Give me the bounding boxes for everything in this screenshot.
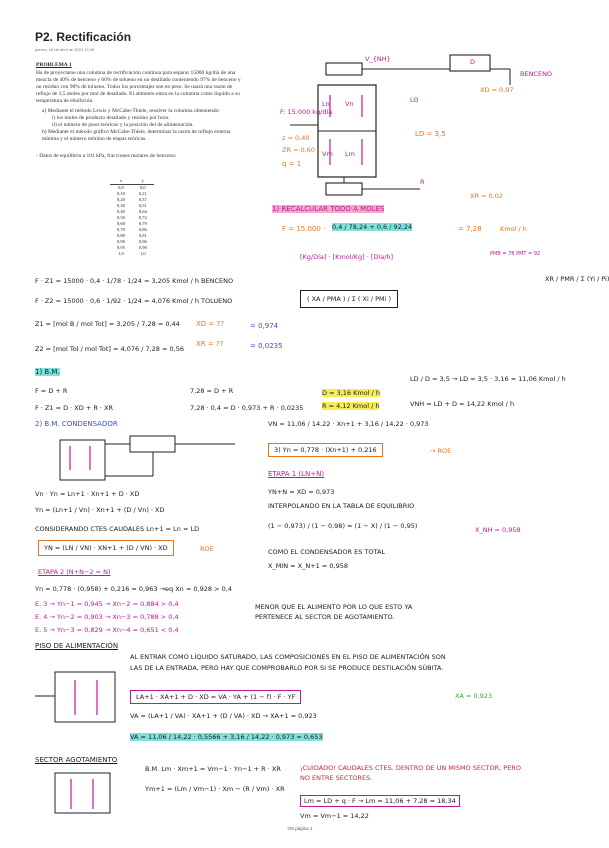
ld-eq: LD / D = 3,5 → LD = 3,5 · 3,16 = 11,06 Kmol / h <box>410 375 566 383</box>
col-q: q = 1 <box>282 160 302 168</box>
cell-y: 0,86 <box>138 227 147 232</box>
etapa1-title: ETAPA 1 (LN+N) <box>268 470 325 478</box>
cell-x: 0,60 <box>117 221 125 226</box>
col-lm: Lm <box>345 150 355 158</box>
interp-eq: (1 − 0,973) / (1 − 0,98) = (1 − X) / (1 − 0,95) <box>268 522 418 530</box>
roe-label: ROE <box>200 545 214 553</box>
etapa1-b: INTERPOLANDO EN LA TABLA DE EQUILIBRIO <box>268 502 415 510</box>
etapa2-eq: Yn = 0,778 · (0,958) + 0,216 = 0,963 →eq Xn = 0,928 > 0,4 <box>35 585 232 593</box>
z2-calc: Z2 = [mol Tol / mol Tot] = 4,076 / 7,28 = 0,56 <box>35 345 184 353</box>
cell-y: 0,21 <box>138 191 147 196</box>
s1-title: 1) RECALCULAR TODO A MOLES <box>272 205 385 213</box>
col-vm: Vm <box>322 150 333 158</box>
col-ld: LD = 3,5 <box>415 130 446 138</box>
bm-title: 1) B.M. <box>35 368 60 376</box>
stage-4: E. 4 → Yn−2 = 0,903 → Xn−3 = 0,788 > 0,4 <box>35 613 179 621</box>
s1-unit: Kmol / h <box>500 225 527 233</box>
problem-heading: PROBLEMA 1 <box>36 62 72 68</box>
piso-text: AL ENTRAR COMO LÍQUIDO SATURADO, LAS COMPOSICIONES EN EL PISO DE ALIMENTACIÓN SON LAS DE LA ENTRADA, PERO HAY QUE COMPROBARLO POR SI SE PRODUCE DESTILACIÓN SÚBITA. <box>130 653 446 672</box>
cond-eq1: Vn · Yn = Ln+1 · Xn+1 + D · XD <box>35 490 140 498</box>
item-b: b) Mediante el método gráfico McCabe-Thiele, determinar la razón de reflujo externa mínima y el número mínimo de etapas teóricas. <box>42 129 231 142</box>
cell-y: 0,37 <box>138 197 147 202</box>
col-lo: LO <box>410 96 419 104</box>
fz-benzene: F · Z1 = 15000 · 0,4 · 1/78 · 1/24 = 3,205 Kmol / h BENCENO <box>35 277 234 285</box>
fraction-box: ( XA / PMA ) / Σ ( Xi / PMi ) <box>300 290 398 308</box>
bm-eq4: 7,28 · 0,4 = D · 0,973 + R · 0,0235 <box>190 404 304 412</box>
bm-r: R = 4,12 Kmol / h <box>322 402 380 410</box>
page-footer: OS página 1 <box>287 826 313 831</box>
col-vtop: V_{NH} <box>365 55 391 63</box>
equilibrium-table <box>110 178 154 257</box>
etapa2-title: ETAPA 2 (N+N−2 = N) <box>38 568 111 576</box>
bm-cond-title: 2) B.M. CONDENSADOR <box>35 420 118 428</box>
cell-x: 0,30 <box>117 203 125 208</box>
condenser-diagram <box>35 430 245 490</box>
va-eq1: VA = (LA+1 / VA) · XA+1 + (D / VA) · XD → XA+1 = 0,923 <box>130 712 317 720</box>
cell-x: 0,80 <box>117 233 125 238</box>
cell-x: 0,40 <box>117 209 125 214</box>
cond-eq2: Yn = (Ln+1 / Vn) · Xn+1 + (D / Vn) · XD <box>35 506 165 514</box>
lm-last: Vm = Vm−1 = 14,22 <box>300 812 369 820</box>
cell-x: 0,0 <box>118 185 124 190</box>
page-title: P2. Rectificación <box>35 30 132 44</box>
col-benceno: BENCENO <box>520 70 553 78</box>
col-ln: Ln <box>322 100 330 108</box>
col-xr: XR = 0,02 <box>470 192 504 200</box>
table-row <box>110 251 154 257</box>
cell-y: 0,79 <box>138 221 147 226</box>
stage-3: E. 3 → Yn−1 = 0,945 → Xn−2 = 0,884 > 0,4 <box>35 600 179 608</box>
s1-pm: PMB = 78 PMT = 92 <box>490 251 541 257</box>
cell-x: 0,90 <box>117 239 125 244</box>
stage-5: E. 5 → Yn−3 = 0,829 → Xn−4 = 0,651 < 0,4 <box>35 626 179 634</box>
vnh-eq: VNH = LD + D = 14,22 Kmol / h <box>410 400 515 408</box>
xmin-eq: X_MIN = X_N+1 = 0,958 <box>268 562 349 570</box>
bm-eq2: F · Z1 = D · XD + R · XR <box>35 404 114 412</box>
cell-y: 0,0 <box>140 185 146 190</box>
cell-x: 0,95 <box>117 245 125 250</box>
fz-toluene: F · Z2 = 15000 · 0,6 · 1/92 · 1/24 = 4,076 Kmol / h TOLUENO <box>35 297 233 305</box>
xa-value: XA = 0,923 <box>455 692 493 700</box>
ym-eq: Ym+1 = (Lm / Vm−1) · Xm − (R / Vm) · XR <box>145 785 285 793</box>
col-xd: XD = 0,97 <box>480 86 514 94</box>
xr-question: XR = ?? <box>196 340 224 348</box>
col-vn: Vn <box>345 100 354 108</box>
cell-y: 0,51 <box>138 203 147 208</box>
s1-result: = 7,28 <box>458 225 482 233</box>
ctes-note: CONSIDERANDO CTES CAUDALES Ln+1 = Ln = LD <box>35 525 200 533</box>
xr-value: = 0,0235 <box>250 342 283 350</box>
feed-plate-diagram <box>35 660 135 735</box>
cell-x: 0,70 <box>117 227 125 232</box>
interp-result: X_NH = 0,958 <box>475 526 521 534</box>
col-r: R <box>420 178 425 186</box>
cell-y: 0,91 <box>138 233 147 238</box>
s1-frac: 0,4 / 78,24 + 0,6 / 92,24 <box>332 223 413 231</box>
item-a-i: i) los moles de producto destilado y residuo por hora. <box>52 115 170 121</box>
lm-eq: Lm = LD + q · F → Lm = 11,06 + 7,28 = 18,34 <box>300 797 460 805</box>
cell-y: 0,96 <box>138 239 147 244</box>
z1-calc: Z1 = [mol B / mol Tot] = 3,205 / 7,28 = 0,44 <box>35 320 180 328</box>
bm-lm: B.M. Lm · Xm+1 = Vm−1 · Yn−1 + R · XR <box>145 765 281 773</box>
table-header: x <box>110 178 132 185</box>
cell-y: 0,64 <box>138 209 147 214</box>
item-a-ii: ii) el número de pisos teóricos y la posición del de alimentación. <box>52 122 194 128</box>
cuidado-note: ¡CUIDADO! CAUDALES CTES. DENTRO DE UN MISMO SECTOR, PERO NO ENTRE SECTORES. <box>300 764 521 782</box>
roe3-tag: → ROE <box>430 447 452 455</box>
stripping-diagram <box>35 765 135 820</box>
col-zd: ZR = 0,60 <box>282 146 316 154</box>
eq-note: - Datos de equilibrio a 101 kPa, fracciones molares de benceno: <box>36 153 177 159</box>
table-header: y <box>132 178 154 185</box>
bm-eq3: 7,28 = D + R <box>190 387 234 395</box>
sector-title: SECTOR AGOTAMIENTO <box>35 756 118 764</box>
cell-x: 1,0 <box>118 251 124 256</box>
roe-box: YN = (LN / VN) · XN+1 + (D / VN) · XD <box>38 540 174 556</box>
col-z: z = 0,40 <box>282 134 310 142</box>
etapa1-a: YN+N = XD = 0,973 <box>268 488 335 496</box>
vn-formula: VN = 11,06 / 14,22 · Xn+1 + 3,16 / 14,22 · 0,973 <box>268 420 429 428</box>
cell-y: 0,98 <box>138 245 147 250</box>
piso-title: PISO DE ALIMENTACIÓN <box>35 642 119 650</box>
piso-eq: LA+1 · XA+1 + D · XD = VA · YA + (1 − f) · F · YF <box>130 690 301 704</box>
cell-x: 0,20 <box>117 197 125 202</box>
side-frac: XR / PMR / Σ (Yi / Pi) <box>545 275 609 283</box>
va-eq2: VA = 11,06 / 14,22 · 0,5566 + 3,16 / 14,22 · 0,973 = 0,653 <box>130 733 323 741</box>
xd-value: = 0,974 <box>250 322 279 330</box>
cell-y: 1,0 <box>140 251 146 256</box>
cell-x: 0,10 <box>117 191 125 196</box>
cell-y: 0,72 <box>138 215 147 220</box>
roe3-box: 3) Yn = 0,778 · (Xn+1) + 0,216 <box>268 443 383 457</box>
page-date: jueves, 18 de abril de 2024 13:38 <box>35 47 95 52</box>
item-a: a) Mediante el método Lewis y McCabe-Thiele, resolver la columna obteniendo: <box>42 108 220 114</box>
cell-x: 0,50 <box>117 215 125 220</box>
col-feed: F: 15.000 kg/día <box>280 108 333 116</box>
s1-units: [Kg/Día] · [Kmol/Kg] · [Día/h] <box>300 253 394 261</box>
s1-f: F = 15.000 · <box>282 225 326 233</box>
cond-total: COMO EL CONDENSADOR ES TOTAL <box>268 548 386 556</box>
bm-eq1: F = D + R <box>35 387 68 395</box>
xd-question: XD = ?? <box>196 320 224 328</box>
menor-note: MENOR QUE EL ALIMENTO POR LO QUE ESTO YA PERTENECE AL SECTOR DE AGOTAMIENTO. <box>255 603 413 621</box>
col-d: D <box>470 58 476 66</box>
statement-text: Ha de proyectarse una columna de rectificación continua para separar 15000 kg/día de una mezcla de 40% de benceno y 60% de tolueno en un destilado conteniendo 97% de benceno y un residuo con 98% de tolueno. Todos los porcentajes son en peso. Se usará una razón de reflujo de 3,5 moles por mol de destilado. El alimento entra en la columna como líquido a su temperatura de ebullición. <box>36 70 241 104</box>
bm-d: D = 3,16 Kmol / h <box>322 389 380 397</box>
problem-statement <box>36 70 246 160</box>
